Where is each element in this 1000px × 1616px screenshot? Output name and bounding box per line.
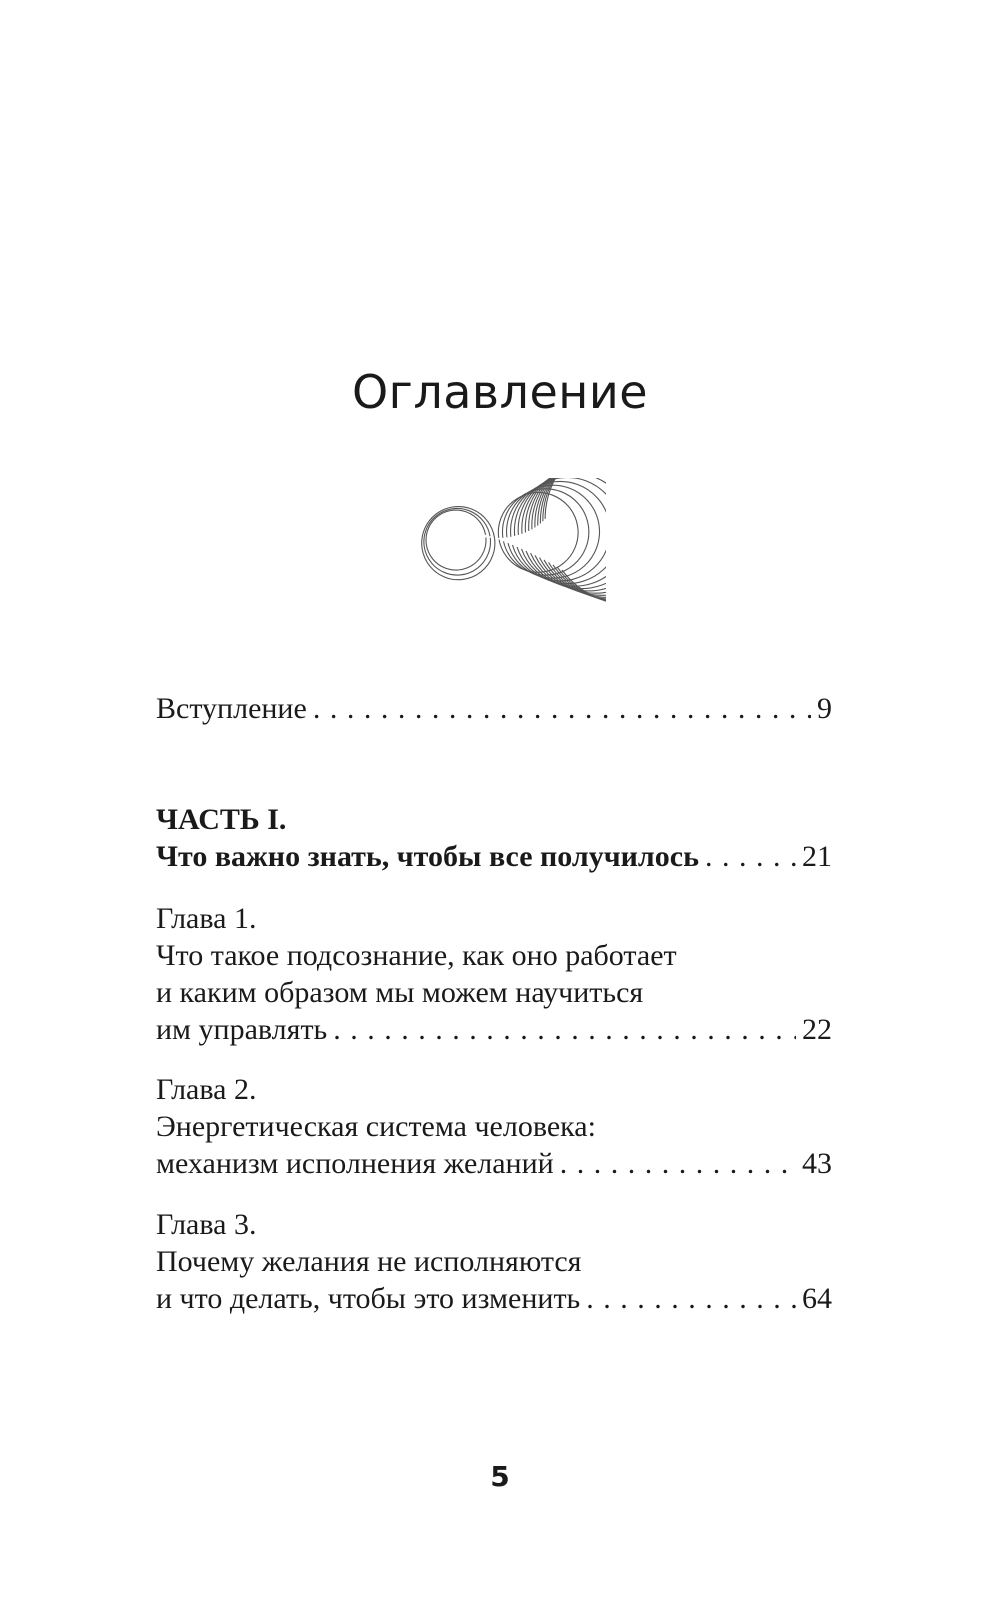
concentric-arcs-spiral-icon (378, 478, 606, 658)
ornament-arc (424, 508, 491, 575)
page-title: Оглавление (351, 365, 649, 419)
chapter-title-line: механизм исполнения желаний (156, 1147, 554, 1180)
dot-leader (560, 1145, 796, 1182)
toc-chapter-2[interactable] (156, 1071, 832, 1182)
chapter-label: Глава 3. (156, 1208, 257, 1241)
chapter-page: 43 (802, 1147, 832, 1180)
ornament-arc (426, 510, 486, 570)
chapter-title-line: и что делать, чтобы это изменить (156, 1282, 581, 1315)
chapter-page: 22 (802, 1013, 832, 1046)
chapter-label: Глава 1. (156, 902, 257, 935)
toc-entry-page: 9 (817, 692, 832, 725)
chapter-title-line: Энергетическая система человека: (156, 1110, 596, 1143)
toc-chapter-1[interactable] (156, 900, 832, 1048)
page-number: 5 (490, 1460, 510, 1493)
ornament-arc (507, 485, 600, 578)
chapter-title-line: Что такое подсознание, как оно работает (156, 939, 677, 972)
chapter-page: 64 (802, 1282, 832, 1315)
part-label: ЧАСТЬ I. (156, 803, 287, 836)
part-page: 21 (802, 840, 832, 873)
dot-leader (313, 690, 811, 727)
chapter-label: Глава 2. (156, 1073, 257, 1106)
toc-entry-title: Вступление (156, 692, 307, 725)
dot-leader (586, 1280, 796, 1317)
chapter-title-line: Почему желания не исполняются (156, 1245, 582, 1278)
dot-leader (705, 838, 796, 875)
toc-part-1[interactable] (156, 801, 832, 875)
dot-leader (333, 1011, 796, 1048)
chapter-title-line: и каким образом мы можем научиться (156, 976, 644, 1009)
toc-chapter-3[interactable] (156, 1206, 832, 1317)
toc-entry-intro[interactable] (156, 690, 832, 727)
part-title: Что важно знать, чтобы все получилось (156, 840, 699, 873)
ornament-arc (422, 507, 495, 580)
chapter-title-line: им управлять (156, 1013, 328, 1046)
